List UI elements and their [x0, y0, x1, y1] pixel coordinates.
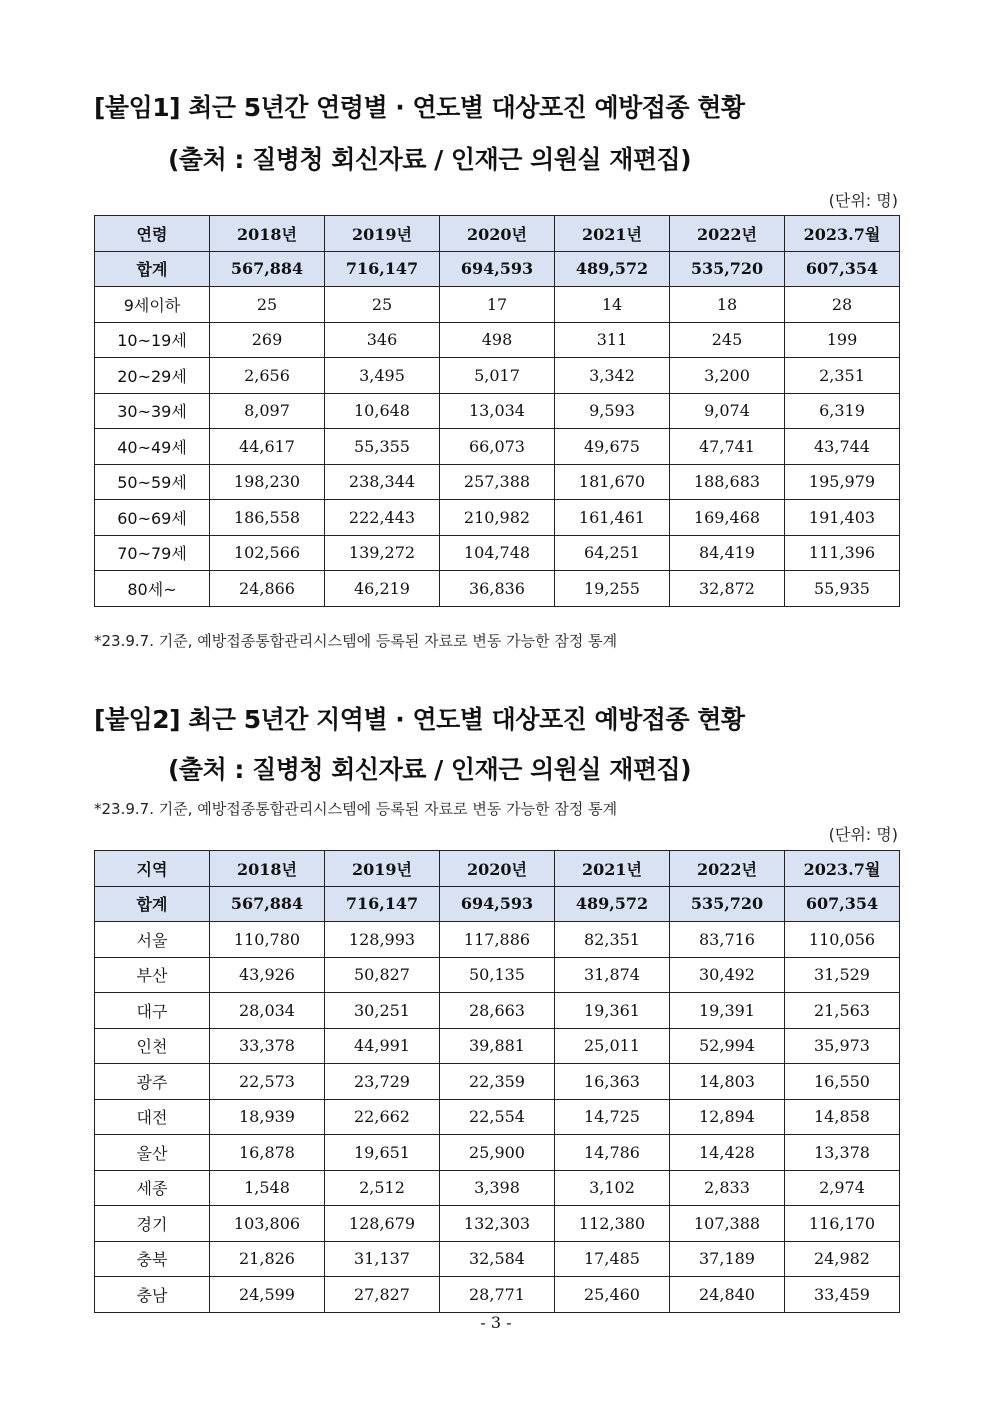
table-cell: 18,939 — [210, 1099, 325, 1135]
table-cell: 39,881 — [440, 1028, 555, 1064]
table-cell: 84,419 — [670, 535, 785, 571]
column-header: 2020년 — [440, 851, 555, 887]
section1-source: (출처 : 질병청 회신자료 / 인재근 의원실 재편집) — [168, 145, 692, 174]
table-cell: 169,468 — [670, 500, 785, 536]
row-label: 10~19세 — [95, 322, 210, 358]
table-cell: 111,396 — [785, 535, 900, 571]
row-label: 60~69세 — [95, 500, 210, 536]
table-cell: 3,342 — [555, 358, 670, 394]
table-header-row — [95, 216, 900, 252]
table-cell: 104,748 — [440, 535, 555, 571]
table-cell: 16,550 — [785, 1064, 900, 1100]
table-row — [95, 1241, 900, 1277]
table-cell: 30,251 — [325, 993, 440, 1029]
table-cell: 535,720 — [670, 251, 785, 287]
table-cell: 22,662 — [325, 1099, 440, 1135]
row-label: 80세~ — [95, 571, 210, 607]
table-cell: 50,827 — [325, 957, 440, 993]
table-row — [95, 1099, 900, 1135]
table-row — [95, 393, 900, 429]
table-cell: 52,994 — [670, 1028, 785, 1064]
table-cell: 5,017 — [440, 358, 555, 394]
table-cell: 191,403 — [785, 500, 900, 536]
table-cell: 27,827 — [325, 1277, 440, 1313]
table-row — [95, 322, 900, 358]
table-cell: 25,011 — [555, 1028, 670, 1064]
table-cell: 14 — [555, 287, 670, 323]
table-cell: 186,558 — [210, 500, 325, 536]
table-cell: 12,894 — [670, 1099, 785, 1135]
table-cell: 24,599 — [210, 1277, 325, 1313]
table-cell: 110,780 — [210, 922, 325, 958]
row-label: 20~29세 — [95, 358, 210, 394]
table-cell: 2,656 — [210, 358, 325, 394]
row-label: 세종 — [95, 1170, 210, 1206]
row-label: 광주 — [95, 1064, 210, 1100]
table-row — [95, 993, 900, 1029]
table-cell: 24,866 — [210, 571, 325, 607]
table-row — [95, 922, 900, 958]
table-cell: 24,982 — [785, 1241, 900, 1277]
table-cell: 33,459 — [785, 1277, 900, 1313]
table-cell: 14,786 — [555, 1135, 670, 1171]
table-cell: 19,651 — [325, 1135, 440, 1171]
table-cell: 23,729 — [325, 1064, 440, 1100]
table-cell: 32,872 — [670, 571, 785, 607]
table-cell: 210,982 — [440, 500, 555, 536]
table-cell: 55,935 — [785, 571, 900, 607]
table-cell: 24,840 — [670, 1277, 785, 1313]
table-cell: 35,973 — [785, 1028, 900, 1064]
table-cell: 25 — [210, 287, 325, 323]
row-label: 부산 — [95, 957, 210, 993]
row-label: 대전 — [95, 1099, 210, 1135]
row-label: 70~79세 — [95, 535, 210, 571]
row-label: 합계 — [95, 251, 210, 287]
table-cell: 716,147 — [325, 886, 440, 922]
section2-source: (출처 : 질병청 회신자료 / 인재근 의원실 재편집) — [168, 755, 692, 784]
table-cell: 222,443 — [325, 500, 440, 536]
table-cell: 245 — [670, 322, 785, 358]
column-header: 2023.7월 — [785, 851, 900, 887]
row-label: 울산 — [95, 1135, 210, 1171]
table-cell: 161,461 — [555, 500, 670, 536]
table-cell: 188,683 — [670, 464, 785, 500]
table-cell: 110,056 — [785, 922, 900, 958]
table-cell: 8,097 — [210, 393, 325, 429]
row-label: 9세이하 — [95, 287, 210, 323]
column-header: 2019년 — [325, 851, 440, 887]
table-cell: 31,529 — [785, 957, 900, 993]
table-cell: 16,363 — [555, 1064, 670, 1100]
section2-unit: (단위: 명) — [828, 825, 898, 844]
table-cell: 3,398 — [440, 1170, 555, 1206]
age-vaccination-table — [94, 215, 900, 607]
column-header: 2021년 — [555, 216, 670, 252]
table-row — [95, 287, 900, 323]
table-cell: 36,836 — [440, 571, 555, 607]
table-cell: 19,391 — [670, 993, 785, 1029]
table-cell: 28,771 — [440, 1277, 555, 1313]
table-cell: 716,147 — [325, 251, 440, 287]
table-cell: 6,319 — [785, 393, 900, 429]
column-header: 2019년 — [325, 216, 440, 252]
table-cell: 28,663 — [440, 993, 555, 1029]
table-row — [95, 1064, 900, 1100]
table-cell: 535,720 — [670, 886, 785, 922]
table-cell: 14,428 — [670, 1135, 785, 1171]
table-cell: 103,806 — [210, 1206, 325, 1242]
table-cell: 43,926 — [210, 957, 325, 993]
table-cell: 346 — [325, 322, 440, 358]
row-label: 충북 — [95, 1241, 210, 1277]
table-row — [95, 429, 900, 465]
table-cell: 489,572 — [555, 251, 670, 287]
table-row — [95, 1277, 900, 1313]
table-cell: 50,135 — [440, 957, 555, 993]
table-cell: 199 — [785, 322, 900, 358]
table-row — [95, 535, 900, 571]
table-cell: 31,137 — [325, 1241, 440, 1277]
table-cell: 116,170 — [785, 1206, 900, 1242]
table-cell: 25,900 — [440, 1135, 555, 1171]
table-cell: 2,974 — [785, 1170, 900, 1206]
table-cell: 22,573 — [210, 1064, 325, 1100]
table-cell: 567,884 — [210, 251, 325, 287]
row-label: 경기 — [95, 1206, 210, 1242]
table-row — [95, 358, 900, 394]
table-cell: 3,102 — [555, 1170, 670, 1206]
table-row — [95, 957, 900, 993]
column-header: 2023.7월 — [785, 216, 900, 252]
table-cell: 14,803 — [670, 1064, 785, 1100]
table-cell: 19,255 — [555, 571, 670, 607]
table-cell: 28,034 — [210, 993, 325, 1029]
table-cell: 30,492 — [670, 957, 785, 993]
section1-note: *23.9.7. 기준, 예방접종통합관리시스템에 등록된 자료로 변동 가능한 잠정 통계 — [94, 632, 618, 650]
column-header: 2022년 — [670, 216, 785, 252]
table-cell: 22,554 — [440, 1099, 555, 1135]
section2-title: [붙임2] 최근 5년간 지역별 · 연도별 대상포진 예방접종 현황 — [94, 705, 745, 734]
row-label: 합계 — [95, 886, 210, 922]
column-header: 2021년 — [555, 851, 670, 887]
table-cell: 13,378 — [785, 1135, 900, 1171]
column-header: 2020년 — [440, 216, 555, 252]
table-cell: 83,716 — [670, 922, 785, 958]
row-label: 30~39세 — [95, 393, 210, 429]
table-row — [95, 500, 900, 536]
table-cell: 3,495 — [325, 358, 440, 394]
table-cell: 46,219 — [325, 571, 440, 607]
table-cell: 44,617 — [210, 429, 325, 465]
table-cell: 33,378 — [210, 1028, 325, 1064]
table-cell: 607,354 — [785, 886, 900, 922]
table-cell: 66,073 — [440, 429, 555, 465]
row-label: 충남 — [95, 1277, 210, 1313]
column-header: 2018년 — [210, 216, 325, 252]
table-cell: 64,251 — [555, 535, 670, 571]
table-cell: 25,460 — [555, 1277, 670, 1313]
table-cell: 311 — [555, 322, 670, 358]
table-cell: 47,741 — [670, 429, 785, 465]
total-row — [95, 251, 900, 287]
table-cell: 14,725 — [555, 1099, 670, 1135]
table-cell: 498 — [440, 322, 555, 358]
table-cell: 489,572 — [555, 886, 670, 922]
page-number: - 3 - — [480, 1313, 512, 1332]
column-header: 2022년 — [670, 851, 785, 887]
table-cell: 198,230 — [210, 464, 325, 500]
table-cell: 195,979 — [785, 464, 900, 500]
table-cell: 269 — [210, 322, 325, 358]
table-cell: 17,485 — [555, 1241, 670, 1277]
table-cell: 694,593 — [440, 886, 555, 922]
table-cell: 117,886 — [440, 922, 555, 958]
table-cell: 567,884 — [210, 886, 325, 922]
table-cell: 37,189 — [670, 1241, 785, 1277]
region-vaccination-table — [94, 850, 900, 1313]
table-cell: 21,826 — [210, 1241, 325, 1277]
table-row — [95, 1206, 900, 1242]
table-cell: 49,675 — [555, 429, 670, 465]
table-cell: 18 — [670, 287, 785, 323]
table-cell: 112,380 — [555, 1206, 670, 1242]
row-label: 서울 — [95, 922, 210, 958]
table-cell: 21,563 — [785, 993, 900, 1029]
table-cell: 10,648 — [325, 393, 440, 429]
table-cell: 3,200 — [670, 358, 785, 394]
table-cell: 16,878 — [210, 1135, 325, 1171]
row-label: 인천 — [95, 1028, 210, 1064]
table-cell: 9,074 — [670, 393, 785, 429]
table-row — [95, 1028, 900, 1064]
table-cell: 128,679 — [325, 1206, 440, 1242]
table-cell: 13,034 — [440, 393, 555, 429]
table-cell: 139,272 — [325, 535, 440, 571]
section1-unit: (단위: 명) — [828, 191, 898, 210]
table-cell: 55,355 — [325, 429, 440, 465]
table-header-row — [95, 851, 900, 887]
table-cell: 22,359 — [440, 1064, 555, 1100]
table-cell: 181,670 — [555, 464, 670, 500]
table-cell: 102,566 — [210, 535, 325, 571]
table-cell: 132,303 — [440, 1206, 555, 1242]
table-cell: 1,548 — [210, 1170, 325, 1206]
table-cell: 19,361 — [555, 993, 670, 1029]
table-cell: 28 — [785, 287, 900, 323]
table-row — [95, 1170, 900, 1206]
section1-title: [붙임1] 최근 5년간 연령별 · 연도별 대상포진 예방접종 현황 — [94, 93, 745, 122]
row-label: 50~59세 — [95, 464, 210, 500]
table-cell: 9,593 — [555, 393, 670, 429]
column-header: 2018년 — [210, 851, 325, 887]
table-row — [95, 571, 900, 607]
table-cell: 107,388 — [670, 1206, 785, 1242]
column-header: 지역 — [95, 851, 210, 887]
row-label: 40~49세 — [95, 429, 210, 465]
table-row — [95, 1135, 900, 1171]
table-cell: 17 — [440, 287, 555, 323]
table-cell: 694,593 — [440, 251, 555, 287]
table-cell: 238,344 — [325, 464, 440, 500]
table-cell: 31,874 — [555, 957, 670, 993]
table-cell: 25 — [325, 287, 440, 323]
table-cell: 128,993 — [325, 922, 440, 958]
column-header: 연령 — [95, 216, 210, 252]
table-cell: 14,858 — [785, 1099, 900, 1135]
table-cell: 2,833 — [670, 1170, 785, 1206]
table-cell: 257,388 — [440, 464, 555, 500]
table-cell: 82,351 — [555, 922, 670, 958]
total-row — [95, 886, 900, 922]
table-cell: 2,512 — [325, 1170, 440, 1206]
table-row — [95, 464, 900, 500]
row-label: 대구 — [95, 993, 210, 1029]
section2-note: *23.9.7. 기준, 예방접종통합관리시스템에 등록된 자료로 변동 가능한 잠정 통계 — [94, 800, 618, 818]
table-cell: 44,991 — [325, 1028, 440, 1064]
table-cell: 607,354 — [785, 251, 900, 287]
table-cell: 43,744 — [785, 429, 900, 465]
table-cell: 32,584 — [440, 1241, 555, 1277]
table-cell: 2,351 — [785, 358, 900, 394]
